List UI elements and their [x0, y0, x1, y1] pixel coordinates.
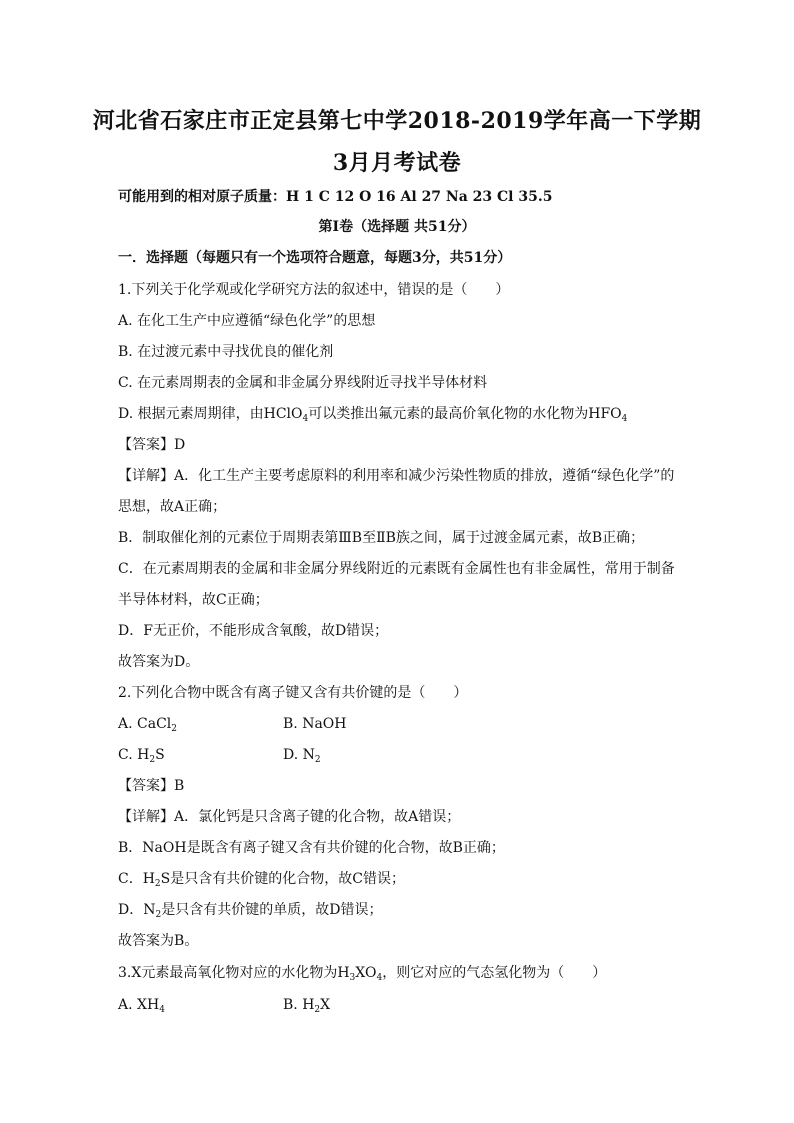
- q3-option-b-text1: B. H: [283, 997, 315, 1013]
- q2-detail-4-text2: 是只含有共价键的单质，故D错误；: [161, 902, 383, 918]
- q2-option-a-sub: 2: [171, 724, 177, 734]
- q1-detail-3: B．制取催化剂的元素位于周期表第ⅢB至ⅡB族之间，属于过渡金属元素，故B正确；: [118, 530, 645, 546]
- q2-detail-4-sub: 2: [155, 910, 162, 920]
- q1-detail-2: 思想，故A正确；: [118, 499, 227, 515]
- q3-option-b-text2: X: [320, 997, 331, 1013]
- q1-stem: 1.下列关于化学观或化学研究方法的叙述中，错误的是（ ）: [118, 282, 510, 298]
- q2-stem: 2.下列化合物中既含有离子键又含有共价键的是（ ）: [118, 685, 468, 701]
- q1-option-d: [118, 405, 627, 428]
- q2-detail-3-sub: 2: [154, 879, 161, 889]
- q2-option-c: [118, 746, 165, 769]
- q2-option-a: [118, 715, 177, 738]
- q2-option-c-text2: S: [155, 747, 165, 763]
- q2-option-d-text: D. N: [283, 747, 315, 763]
- q2-option-d-sub: 2: [314, 755, 321, 765]
- q1-detail-5: 半导体材料，故C正确；: [118, 592, 269, 608]
- q2-option-d: [283, 746, 321, 769]
- q3-stem-sub2: 4: [376, 973, 383, 983]
- q2-detail-2: B．NaOH是既含有离子键又含有共价键的化合物，故B正确；: [118, 840, 505, 856]
- q2-option-c-sub: 2: [149, 755, 156, 765]
- q3-option-a-text: A. XH: [118, 997, 160, 1013]
- q1-detail-1: 【详解】A．化工生产主要考虑原料的利用率和减少污染性物质的排放，遵循“绿色化学”的: [118, 468, 675, 484]
- q2-detail-3: [118, 870, 405, 893]
- q2-detail-3-text2: S是只含有共价键的化合物，故C错误；: [160, 871, 405, 887]
- q2-detail-1: 【详解】A．氯化钙是只含离子键的化合物，故A错误；: [118, 809, 461, 825]
- q1-option-a: A. 在化工生产中应遵循“绿色化学”的思想: [118, 313, 376, 329]
- q2-detail-3-text1: C．H: [118, 871, 155, 887]
- q3-stem-text2: XO: [355, 965, 377, 981]
- q1-option-c: C. 在元素周期表的金属和非金属分界线附近寻找半导体材料: [118, 375, 488, 391]
- part-title: 一．选择题（每题只有一个选项符合题意，每题3分，共51分）: [118, 250, 512, 266]
- q2-option-a-text: A. CaCl: [118, 716, 172, 732]
- q3-stem-text3: ，则它对应的气态氢化物为（ ）: [382, 965, 607, 981]
- q3-option-b: [283, 996, 330, 1019]
- q2-answer: 【答案】B: [118, 778, 185, 794]
- q3-stem-text1: 3.X元素最高氧化物对应的水化物为H: [118, 965, 350, 981]
- q1-detail-4: C．在元素周期表的金属和非金属分界线附近的元素既有金属性也有非金属性，常用于制备: [118, 561, 675, 577]
- q2-option-c-text1: C. H: [118, 747, 150, 763]
- q1-detail-6: D．F无正价，不能形成含氧酸，故D错误；: [118, 623, 389, 639]
- section-title: 第Ⅰ卷（选择题 共51分）: [318, 219, 476, 235]
- q1-option-d-text2: 可以类推出氟元素的最高价氧化物的水化物为HFO: [308, 406, 622, 422]
- q1-conclusion: 故答案为D。: [118, 654, 200, 670]
- q1-option-d-sub1: 4: [302, 414, 309, 424]
- q1-option-d-text1: D. 根据元素周期律，由HClO: [118, 406, 303, 422]
- atomic-masses-note: 可能用到的相对原子质量：H 1 C 12 O 16 Al 27 Na 23 Cl 35.5: [118, 189, 553, 205]
- q3-stem-sub1: 3: [349, 973, 356, 983]
- exam-title-line1: 河北省石家庄市正定县第七中学2018-2019学年高一下学期: [92, 108, 702, 134]
- q3-stem: [118, 964, 606, 987]
- q1-option-d-sub2: 4: [621, 414, 628, 424]
- q3-option-a-sub: 4: [159, 1005, 165, 1015]
- q2-conclusion: 故答案为B。: [118, 933, 199, 949]
- q1-answer: 【答案】D: [118, 437, 186, 453]
- q2-option-b: B. NaOH: [283, 716, 347, 732]
- q2-detail-4: [118, 901, 382, 924]
- q2-detail-4-text1: D．N: [118, 902, 156, 918]
- q3-option-a: [118, 996, 165, 1019]
- q3-option-b-sub: 2: [314, 1005, 321, 1015]
- q1-option-b: B. 在过渡元素中寻找优良的催化剂: [118, 344, 334, 360]
- exam-title-line2: 3月月考试卷: [332, 150, 462, 176]
